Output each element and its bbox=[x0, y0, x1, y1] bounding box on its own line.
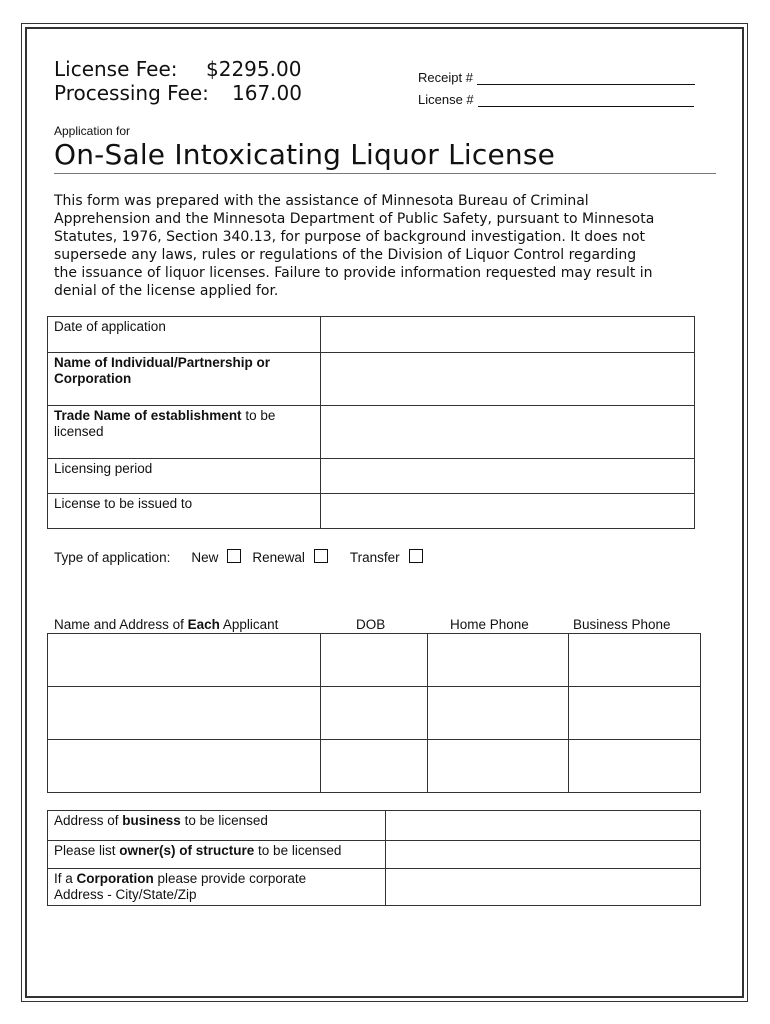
renewal-checkbox[interactable] bbox=[314, 549, 328, 563]
option-new-label: New bbox=[191, 550, 219, 565]
license-number-label: License # bbox=[418, 92, 474, 107]
intro-line: supersede any laws, rules or regulations of the Division of Liquor Control regarding bbox=[54, 247, 637, 263]
license-number-row bbox=[418, 85, 695, 107]
applicant-business-phone-cell[interactable] bbox=[569, 740, 701, 793]
trade-name-label: Trade Name of establishment to be licensed bbox=[48, 406, 321, 459]
structure-owners-label: Please list owner(s) of structure to be licensed bbox=[48, 841, 386, 869]
processing-fee-value: 167.00 bbox=[232, 81, 302, 105]
applicant-name-address-cell[interactable] bbox=[48, 687, 321, 740]
application-for-label: Application for bbox=[54, 124, 131, 138]
license-fee-label: License Fee: bbox=[54, 57, 178, 81]
license-issued-to-label: License to be issued to bbox=[48, 494, 321, 529]
applicant-dob-cell[interactable] bbox=[320, 740, 428, 793]
option-renewal-label: Renewal bbox=[252, 550, 305, 565]
application-type-row bbox=[54, 550, 423, 565]
table-row bbox=[48, 459, 695, 494]
table-row bbox=[48, 406, 695, 459]
trade-name-field[interactable] bbox=[320, 406, 694, 459]
license-fee-row bbox=[54, 57, 302, 81]
table-row bbox=[48, 353, 695, 406]
table-row bbox=[48, 740, 701, 793]
applicant-home-phone-cell[interactable] bbox=[428, 634, 569, 687]
transfer-checkbox[interactable] bbox=[409, 549, 423, 563]
applicants-table bbox=[47, 633, 701, 793]
processing-fee-row bbox=[54, 81, 302, 105]
table-row bbox=[48, 317, 695, 353]
column-header-home-phone: Home Phone bbox=[450, 617, 529, 632]
column-header-name-address: Name and Address of Each Applicant bbox=[54, 617, 279, 632]
license-fee-value: $2295.00 bbox=[206, 57, 302, 81]
date-of-application-label: Date of application bbox=[48, 317, 321, 353]
applicant-business-phone-cell[interactable] bbox=[569, 634, 701, 687]
table-row bbox=[48, 634, 701, 687]
column-header-dob: DOB bbox=[356, 617, 386, 632]
application-type-label: Type of application: bbox=[54, 550, 171, 565]
applicant-home-phone-cell[interactable] bbox=[428, 687, 569, 740]
structure-owners-field[interactable] bbox=[385, 841, 700, 869]
licensing-period-label: Licensing period bbox=[48, 459, 321, 494]
table-row bbox=[48, 869, 701, 906]
business-info-table bbox=[47, 810, 701, 906]
applicant-name-field[interactable] bbox=[320, 353, 694, 406]
licensing-period-field[interactable] bbox=[320, 459, 694, 494]
applicant-dob-cell[interactable] bbox=[320, 634, 428, 687]
table-row bbox=[48, 811, 701, 841]
applicant-dob-cell[interactable] bbox=[320, 687, 428, 740]
applicant-name-address-cell[interactable] bbox=[48, 740, 321, 793]
intro-line: denial of the license applied for. bbox=[54, 283, 279, 299]
option-transfer-label: Transfer bbox=[349, 550, 400, 565]
page-title: On-Sale Intoxicating Liquor License bbox=[54, 138, 556, 171]
receipt-number-field[interactable] bbox=[477, 72, 695, 85]
receipt-row bbox=[418, 63, 695, 85]
applicant-business-phone-cell[interactable] bbox=[569, 687, 701, 740]
corporate-address-label: If a Corporation please provide corporate Address - City/State/Zip bbox=[48, 869, 386, 906]
corporate-address-field[interactable] bbox=[385, 869, 700, 906]
intro-paragraph bbox=[54, 192, 722, 300]
intro-line: the issuance of liquor licenses. Failure to provide information requested may result in bbox=[54, 265, 653, 281]
applicant-name-label: Name of Individual/Partnership or Corporation bbox=[48, 353, 321, 406]
license-issued-to-field[interactable] bbox=[320, 494, 694, 529]
table-row bbox=[48, 841, 701, 869]
intro-line: Statutes, 1976, Section 340.13, for purpose of background investigation. It does not bbox=[54, 229, 646, 245]
license-number-field[interactable] bbox=[478, 94, 694, 107]
option-transfer bbox=[350, 550, 423, 565]
option-new bbox=[191, 550, 241, 565]
applicant-name-address-cell[interactable] bbox=[48, 634, 321, 687]
receipt-label: Receipt # bbox=[418, 70, 473, 85]
intro-line: This form was prepared with the assistance of Minnesota Bureau of Criminal bbox=[54, 193, 589, 209]
table-row bbox=[48, 687, 701, 740]
column-header-business-phone: Business Phone bbox=[573, 617, 671, 632]
office-use-block bbox=[418, 63, 695, 107]
table-row bbox=[48, 494, 695, 529]
application-info-table bbox=[47, 316, 695, 529]
option-renewal bbox=[252, 550, 328, 565]
new-checkbox[interactable] bbox=[227, 549, 241, 563]
processing-fee-label: Processing Fee: bbox=[54, 81, 209, 105]
fees-block bbox=[54, 57, 302, 105]
business-address-label: Address of business to be licensed bbox=[48, 811, 386, 841]
title-divider bbox=[54, 173, 716, 174]
business-address-field[interactable] bbox=[385, 811, 700, 841]
applicant-home-phone-cell[interactable] bbox=[428, 740, 569, 793]
intro-line: Apprehension and the Minnesota Department of Public Safety, pursuant to Minnesota bbox=[54, 211, 655, 227]
date-of-application-field[interactable] bbox=[320, 317, 694, 353]
